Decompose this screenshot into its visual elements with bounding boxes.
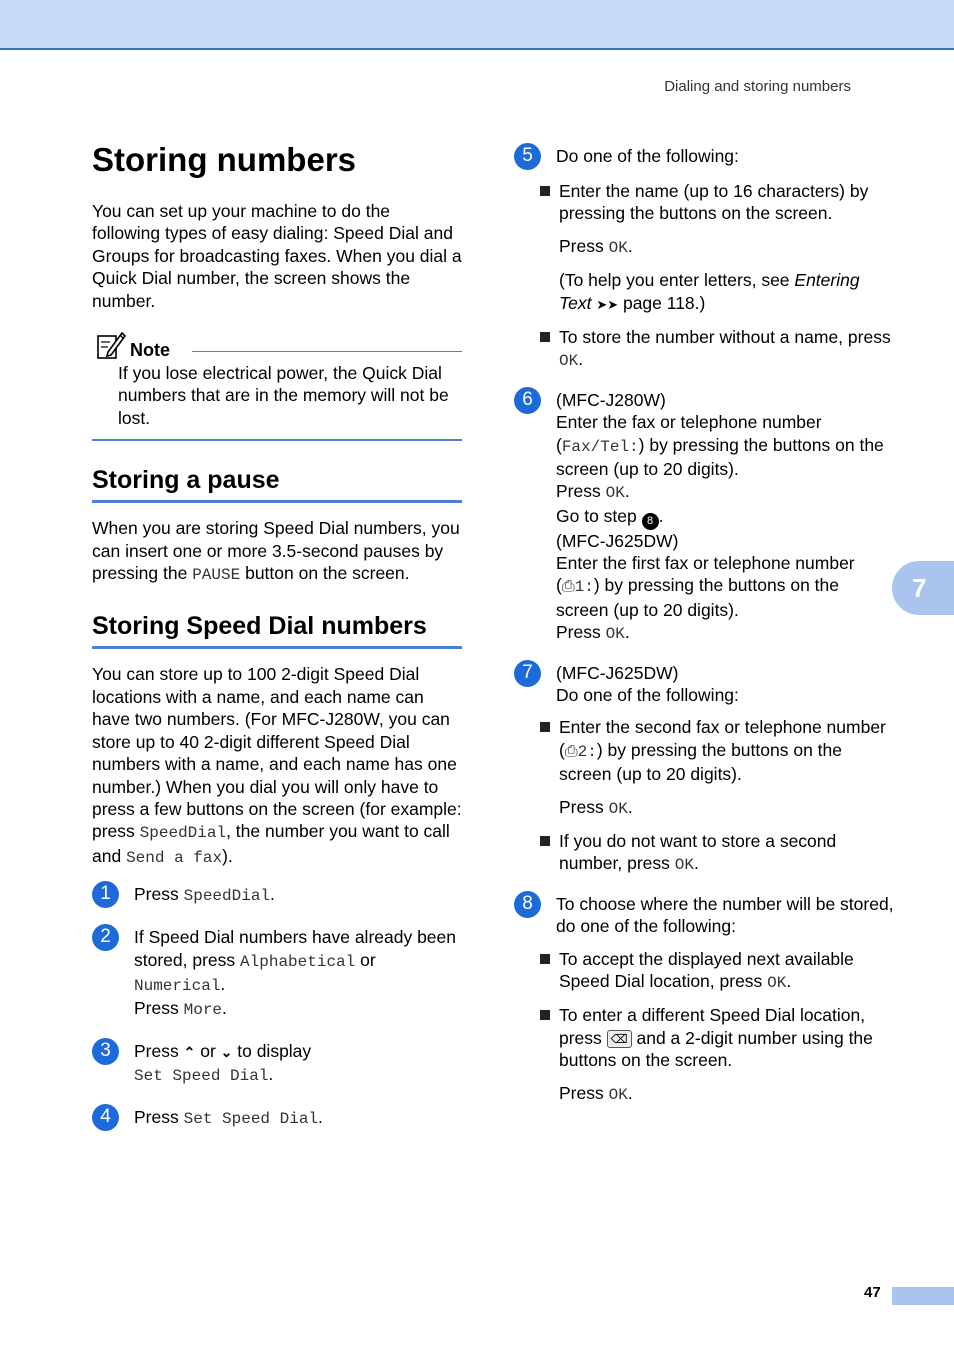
- key-label: Set Speed Dial: [134, 1067, 269, 1086]
- step-text: [134, 926, 462, 997]
- punct: .: [627, 1082, 633, 1103]
- press-label: Press: [556, 622, 606, 643]
- step-text: [556, 552, 894, 621]
- punct: .: [624, 622, 630, 643]
- punct: .: [786, 971, 792, 992]
- step-text-part: or: [355, 949, 376, 970]
- ok-key: OK: [608, 1085, 628, 1104]
- model-label: (MFC-J625DW): [556, 662, 679, 683]
- speed-text: You can store up to 100 2-digit Speed Dial locations with a name, and each name can have two numbers. (For MFC-J280W, you can store up to 40 2-digit different Speed Dial numbers with a name, and each name has one number.) When you dial you will only have to press a few buttons on the screen (for example: press: [92, 664, 462, 842]
- bullet-text-part: To accept the displayed next available Speed Dial location, press: [559, 948, 854, 992]
- note-body: If you lose electrical power, the Quick Dial numbers that are in the memory will not be lost.: [118, 363, 449, 428]
- section-heading-speed-dial: Storing Speed Dial numbers: [92, 611, 462, 649]
- bullet-text: [559, 830, 894, 877]
- note-divider: [192, 351, 462, 352]
- speed-text-2: , the number you want to call and: [92, 821, 450, 866]
- bullet-item: [540, 180, 894, 316]
- press-ok-line: [559, 235, 894, 259]
- step-text: To choose where the number will be stored, do one of the following:: [556, 893, 894, 937]
- key-label: Alphabetical: [240, 952, 356, 971]
- step-text: [556, 411, 894, 480]
- punct: .: [318, 1106, 323, 1127]
- bullet-square-icon: [540, 1010, 550, 1020]
- help-text: (To help you enter letters, see: [559, 270, 795, 291]
- ok-key: OK: [767, 974, 787, 993]
- header-bar: [0, 0, 954, 50]
- pause-text: When you are storing Speed Dial numbers, you can insert one or more 3.5-second pauses by pressing the: [92, 518, 460, 584]
- step-ref-badge: 8: [642, 513, 659, 530]
- press-label: Press: [134, 998, 184, 1019]
- ok-key: OK: [674, 856, 694, 875]
- step-text-part: Enter the first fax or telephone number (: [556, 552, 855, 596]
- ok-key: OK: [605, 625, 625, 644]
- help-text-end: page 118.): [618, 292, 706, 313]
- key-label: SpeedDial: [183, 887, 271, 906]
- bullet-square-icon: [540, 722, 550, 732]
- bullet-square-icon: [540, 332, 550, 342]
- up-arrow-icon: ⌃: [183, 1043, 196, 1060]
- punct: .: [627, 235, 633, 256]
- punct: .: [220, 973, 226, 994]
- help-line: [559, 269, 894, 316]
- address-book-1-key: ⎙1:: [561, 578, 594, 597]
- press-label: Press: [559, 796, 609, 817]
- note-box: [92, 328, 462, 441]
- punct: .: [693, 853, 699, 874]
- note-pencil-icon: [96, 330, 126, 360]
- punct: .: [222, 998, 227, 1019]
- key-label: More: [183, 1001, 223, 1020]
- press-ok-line: [559, 796, 894, 820]
- step-badge: 1: [92, 881, 119, 908]
- key-label: Numerical: [134, 976, 221, 995]
- step-badge: 5: [514, 143, 541, 170]
- ok-key: OK: [608, 238, 628, 257]
- intro-paragraph: You can set up your machine to do the following types of easy dialing: Speed Dial and Groups for broadcasting faxes. When you dial a Quick Dial number, the screen shows the number.: [92, 201, 462, 311]
- section-heading-pause: Storing a pause: [92, 465, 462, 503]
- page-number: 47: [864, 1284, 881, 1301]
- punct: .: [624, 481, 630, 502]
- bullet-square-icon: [540, 836, 550, 846]
- step-3: [92, 1040, 462, 1088]
- goto-line: [556, 505, 894, 530]
- step-badge: 2: [92, 924, 119, 951]
- step-text: [134, 1063, 311, 1087]
- step-8: [514, 893, 894, 938]
- pause-paragraph: [92, 517, 462, 586]
- bullet-text: [559, 326, 894, 373]
- step-4: [92, 1106, 462, 1131]
- press-label: Press: [559, 1082, 609, 1103]
- down-arrow-icon: ⌄: [220, 1043, 233, 1060]
- press-label: Press: [559, 235, 609, 256]
- step-text-part: Enter the fax or telephone number (: [556, 412, 822, 455]
- address-book-2-key: ⎙2:: [564, 742, 597, 761]
- goto-text: Go to step: [556, 505, 642, 526]
- step-1: [92, 883, 462, 908]
- ok-key: OK: [605, 484, 625, 503]
- press-ok-line: [559, 1082, 894, 1106]
- step-text-part: to display: [232, 1040, 312, 1061]
- step-badge: 8: [514, 891, 541, 918]
- bullet-item: [540, 326, 894, 373]
- backspace-key-icon: ⌫: [607, 1030, 632, 1048]
- entering-text-link[interactable]: Entering Text: [559, 270, 860, 313]
- bullet-text-part: If you do not want to store a second number, press: [559, 831, 837, 874]
- ok-key: OK: [608, 799, 628, 818]
- bullet-item: [540, 716, 894, 820]
- step-badge: 7: [514, 660, 541, 687]
- press-label: Press: [134, 1040, 184, 1061]
- press-label: Press: [556, 481, 606, 502]
- step-badge: 3: [92, 1038, 119, 1065]
- step-text-part: ) by pressing the buttons on the screen (up to 20 digits).: [556, 575, 839, 620]
- note-label: Note: [130, 340, 170, 361]
- bullet-text-part: To store the number without a name, press: [559, 327, 891, 348]
- bullet-square-icon: [540, 186, 550, 196]
- model-label: (MFC-J280W): [556, 389, 666, 410]
- bullet-text: [559, 716, 894, 785]
- speed-dial-paragraph: [92, 663, 462, 869]
- step-text-part: If Speed Dial numbers have already been stored, press: [134, 927, 457, 970]
- step-6: [514, 389, 894, 646]
- step-text: [134, 997, 462, 1021]
- bullet-item: [540, 1004, 894, 1106]
- step-2: [92, 926, 462, 1022]
- page-title: Storing numbers: [92, 141, 357, 178]
- bullet-text: [559, 948, 894, 995]
- chapter-tab: 7: [892, 561, 954, 615]
- step-7: [514, 662, 894, 707]
- ok-key: OK: [559, 352, 579, 371]
- press-ok-line: [556, 621, 894, 645]
- step-text-part: ) by pressing the buttons on the screen (up to 20 digits).: [556, 434, 884, 480]
- punct: .: [578, 349, 584, 370]
- bullet-text: Enter the name (up to 16 characters) by pressing the buttons on the screen.: [559, 181, 869, 224]
- step-badge: 6: [514, 387, 541, 414]
- step-text: [134, 883, 275, 907]
- bullet-text-part: ) by pressing the buttons on the screen (up to 20 digits).: [559, 739, 842, 785]
- step-text-part: or: [195, 1040, 221, 1061]
- punct: .: [268, 1064, 274, 1085]
- press-label: Press: [134, 1106, 184, 1127]
- page-number-bar: [892, 1287, 954, 1305]
- pause-text-end: button on the screen.: [240, 563, 410, 584]
- model-label: (MFC-J625DW): [556, 530, 679, 551]
- step-text: Do one of the following:: [556, 146, 739, 166]
- speed-text-3: ).: [222, 845, 233, 866]
- fax-tel-key: Fax/Tel:: [561, 437, 639, 456]
- punct: .: [658, 505, 664, 526]
- bullet-text-part: To enter a different Speed Dial location, press: [559, 1005, 866, 1048]
- step-5: [514, 145, 894, 170]
- right-column: [514, 140, 894, 1106]
- step-text: Do one of the following:: [556, 685, 739, 706]
- bullet-square-icon: [540, 954, 550, 964]
- key-label: Set Speed Dial: [183, 1109, 319, 1128]
- press-ok-line: [556, 480, 894, 504]
- bullet-text: [559, 1004, 894, 1071]
- bullet-item: [540, 830, 894, 877]
- speeddial-key: SpeedDial: [139, 824, 227, 843]
- bullet-item: [540, 948, 894, 995]
- bullet-text-part: Enter the second fax or telephone number (: [559, 717, 886, 760]
- punct: .: [627, 796, 633, 817]
- step-text: [134, 1106, 323, 1130]
- double-arrow-icon: ➤➤: [596, 296, 619, 312]
- step-badge: 4: [92, 1104, 119, 1131]
- bullet-text-part: and a 2-digit number using the buttons on the screen.: [559, 1027, 873, 1071]
- step-text: [134, 1040, 311, 1063]
- running-title: Dialing and storing numbers: [664, 78, 851, 95]
- send-fax-key: Send a fax: [126, 848, 223, 867]
- punct: .: [270, 884, 275, 905]
- press-label: Press: [134, 884, 184, 905]
- left-column: [92, 140, 462, 1131]
- pause-key: PAUSE: [192, 566, 241, 585]
